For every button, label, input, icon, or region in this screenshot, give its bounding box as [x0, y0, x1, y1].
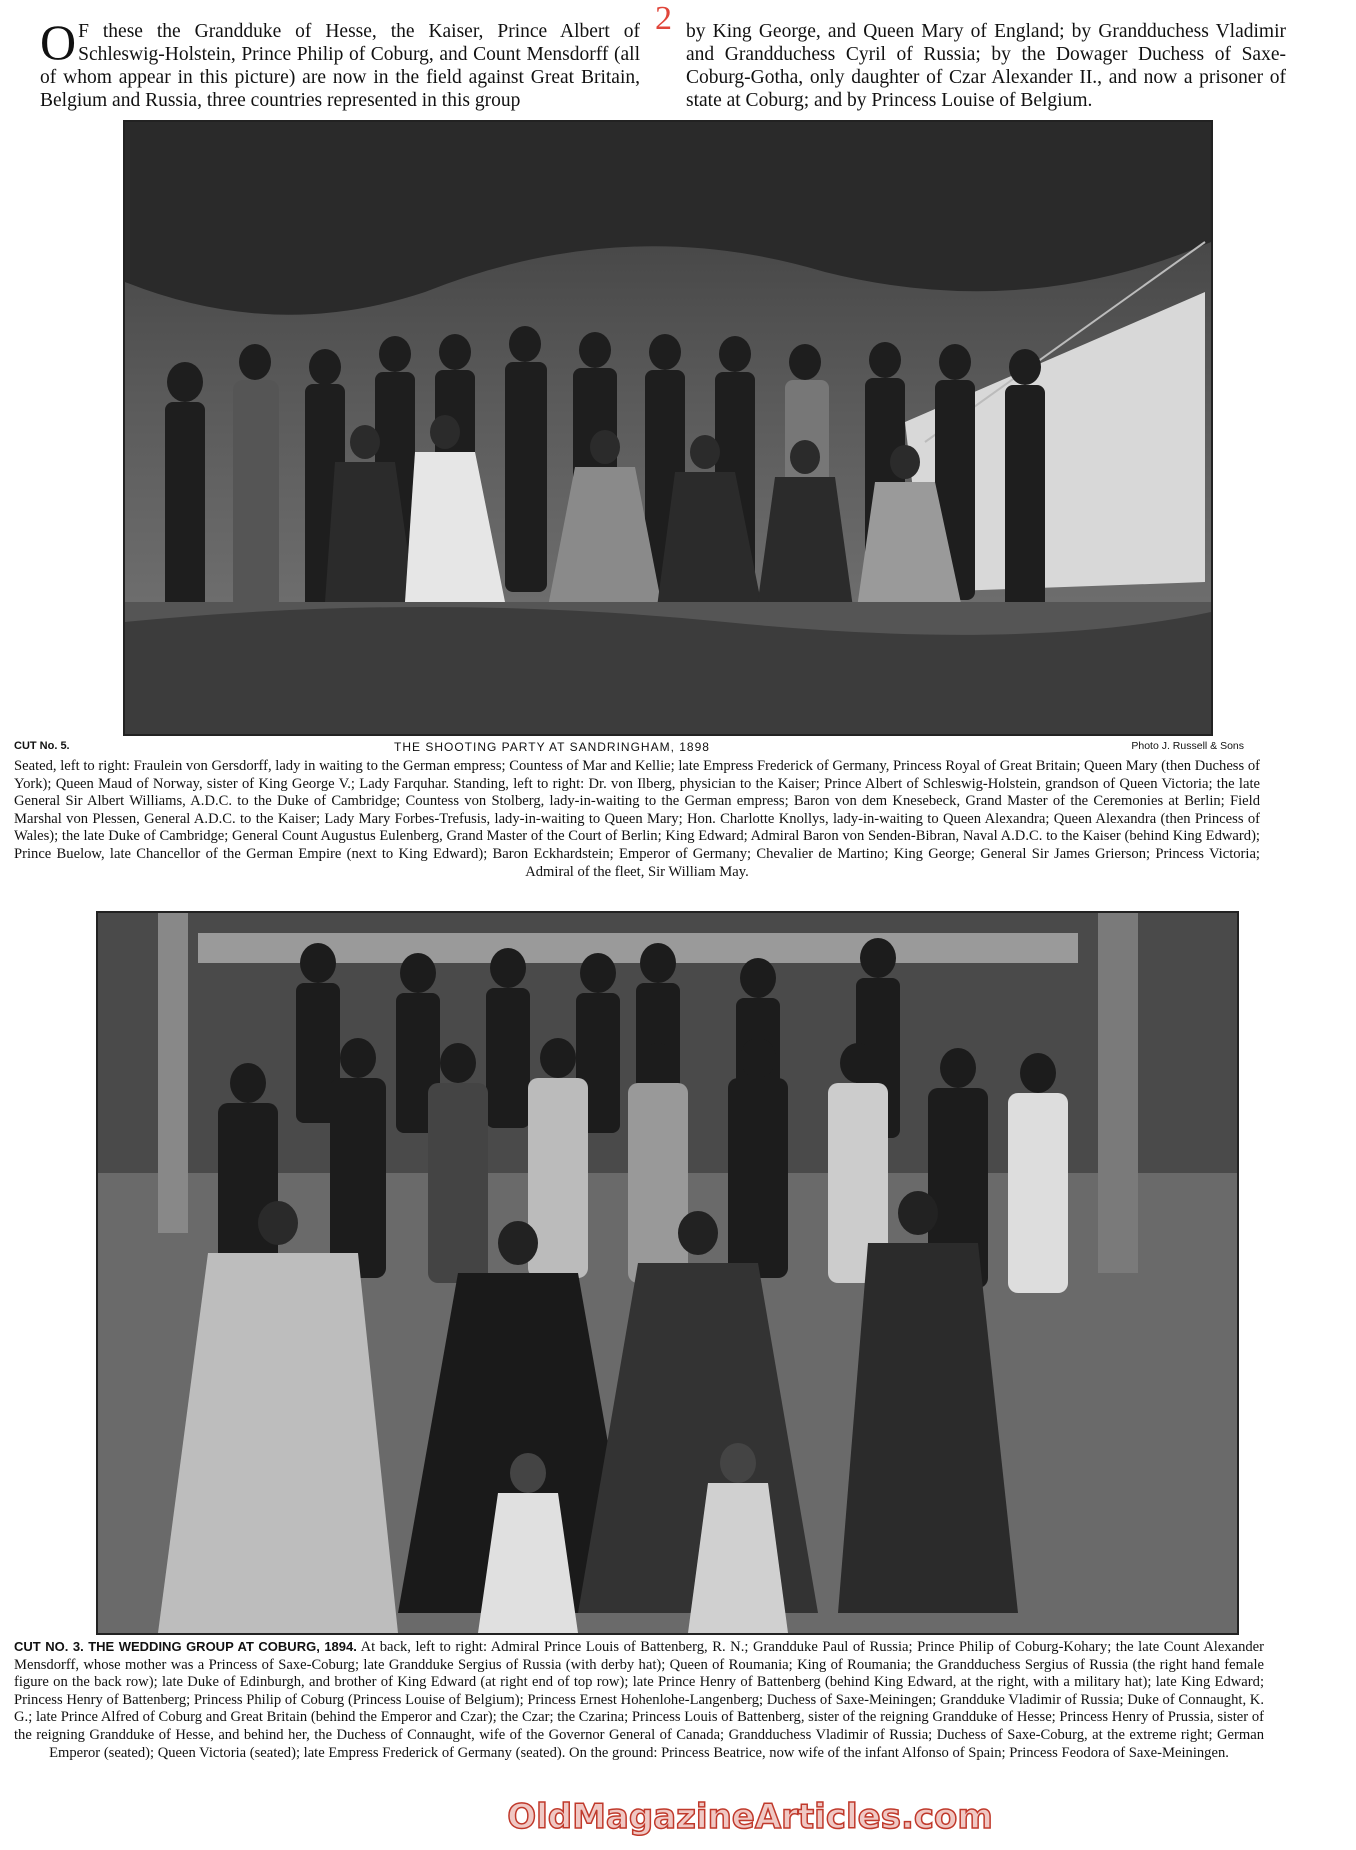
cut1-title: THE SHOOTING PARTY AT SANDRINGHAM, 1898	[394, 740, 710, 754]
photo-shooting-party	[123, 120, 1213, 736]
intro-right-text: by King George, and Queen Mary of England; by Grandduchess Vladimir and Grandduchess Cyril of Russia; by the Dowager Duchess of Saxe-Coburg-Gotha, only daughter of Czar Alexander II., and now a prisoner of state at Coburg; and by Princess Louise of Belgium.	[686, 21, 1286, 111]
intro-left-text: F these the Grandduke of Hesse, the Kaiser, Prince Albert of Schleswig-Holstein, Prince Philip of Coburg, and Count Mensdorff (all of whom appear in this picture) are now in the field against Great Britain, Belgium and Russia, three countries represented in this group	[40, 21, 640, 111]
photo-wedding-group	[96, 911, 1239, 1635]
cut1-caption-header	[14, 740, 1244, 754]
intro-left-column	[40, 14, 640, 112]
intro-right-column	[686, 20, 1286, 112]
cut2-caption	[14, 1638, 1264, 1762]
cut1-photo-credit: Photo J. Russell & Sons	[1131, 740, 1244, 752]
cut1-caption: Seated, left to right: Fraulein von Gersdorff, lady in waiting to the German empress; Countess of Mar and Kellie; late Empress Frederick of Germany, Princess Royal of Great Britain; Queen Mary (then Duchess of York); Queen Maud of Norway, sister of King George V.; Lady Farquhar. Standing, left to right: Dr. von Ilberg, physician to the Kaiser; Prince Albert of Schleswig-Holstein, grandson of Queen Victoria; the late General Sir Albert Williams, A.D.C. to the Duke of Cambridge; Countess von Stolberg, lady-in-waiting to the German empress; Baron von dem Knesebeck, Grand Master of the Ceremonies at Berlin; Field Marshal von Plessen, General A.D.C. to the Kaiser; Lady Mary Forbes-Trefusis, lady-in-waiting to Queen Mary; Hon. Charlotte Knollys, lady-in-waiting to Queen Alexandra; Queen Alexandra (then Princess of Wales); the late Duke of Cambridge; General Count Augustus Eulenberg, Grand Master of the Court of Berlin; King Edward; Admiral Baron von Senden-Bibran, Naval A.D.C. to the Kaiser (behind King Edward); Prince Buelow, late Chancellor of the German Empire (next to King Edward); Baron Eckhardstein; Emperor of Germany; Chevalier de Martino; King George; General Sir James Grierson; Princess Victoria; Admiral of the fleet, Sir William May.	[14, 758, 1260, 880]
cut1-label: CUT No. 5.	[14, 740, 70, 752]
watermark-text: OldMagazineArticles.com	[507, 1797, 993, 1837]
page-number: 2	[655, 0, 672, 37]
drop-cap: O	[40, 14, 77, 70]
cut2-label: CUT NO. 3. THE WEDDING GROUP AT COBURG, 1894.	[14, 1639, 357, 1654]
cut2-caption-text: At back, left to right: Admiral Prince Louis of Battenberg, R. N.; Grandduke Paul of Russia; Prince Philip of Coburg-Kohary; the late Count Alexander Mensdorff, whose mother was a Princess of Saxe-Coburg; late Grandduke Sergius of Russia (with derby hat); Queen of Roumania; King of Roumania; the Grandduchess Sergius of Russia (the right hand female figure on the back row); late Duke of Edinburgh, and brother of King Edward (at right end of top row); late Prince Henry of Battenberg (behind King Edward, at the right, with a military hat); late King Edward; Princess Henry of Battenberg; Princess Philip of Coburg (Princess Louise of Belgium); Princess Ernest Hohenlohe-Langenberg; Duchess of Saxe-Meiningen; Grandduke Vladimir of Russia; Duke of Connaught, K. G.; late Prince Alfred of Coburg and Great Britain (behind the Emperor and Czar); the Czar; the Czarina; Princess Louis of Battenberg, sister of the reigning Grandduke of Hesse; Princess Henry of Prussia, sister of the reigning Grandduke of Hesse, and behind her, the Duchess of Connaught, wife of the Governor General of Canada; Grandduchess Vladimir of Russia; Duchess of Saxe-Coburg, at the extreme right; German Emperor (seated); Queen Victoria (seated); late Empress Frederick of Germany (seated). On the ground: Princess Beatrice, now wife of the infant Alfonso of Spain; Princess Feodora of Saxe-Meiningen.	[14, 1639, 1264, 1761]
watermark-logo	[450, 1790, 1050, 1840]
